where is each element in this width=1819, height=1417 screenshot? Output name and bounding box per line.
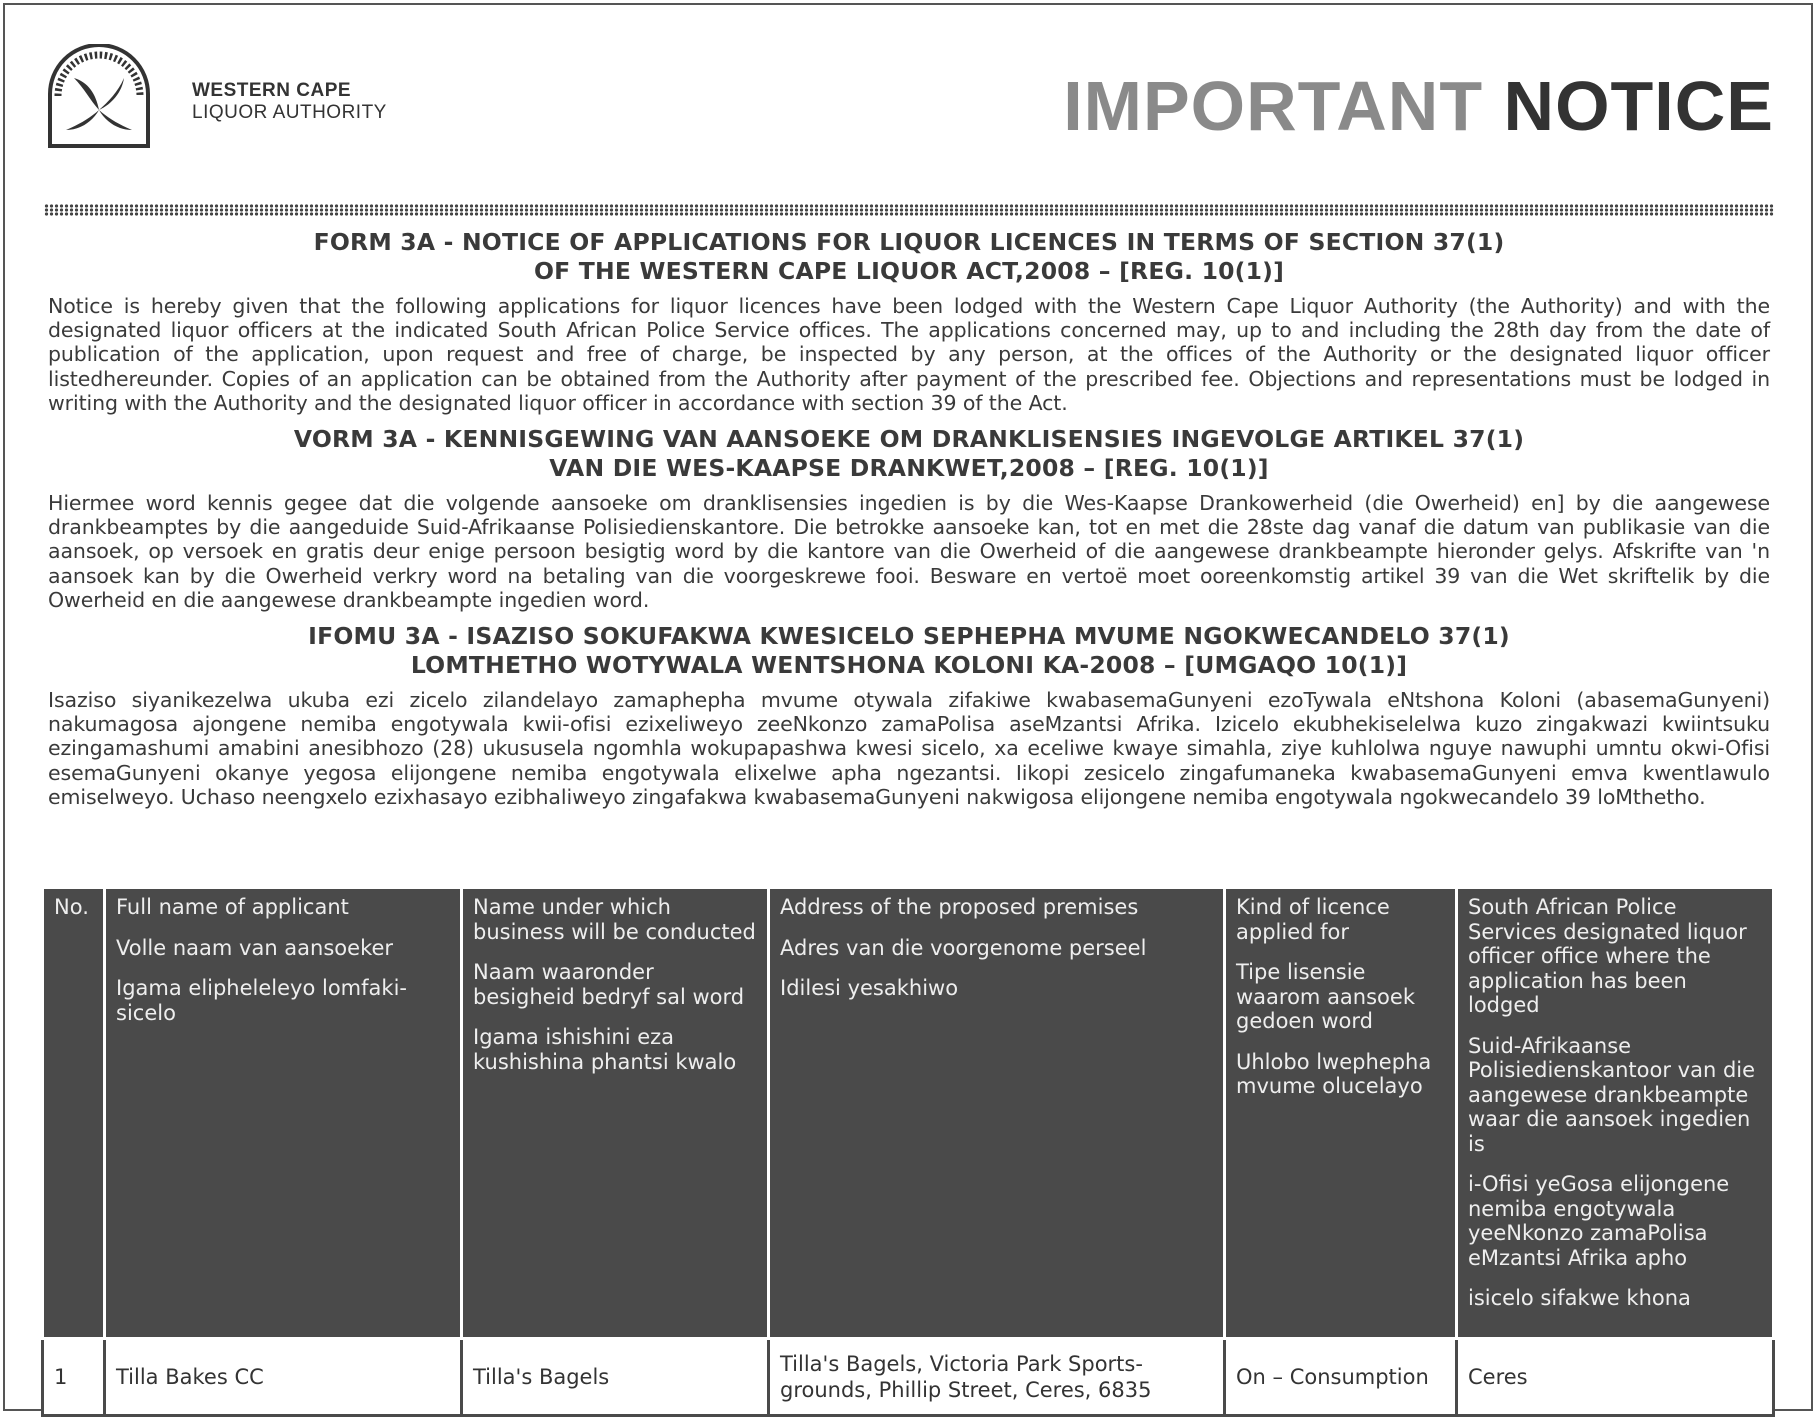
- xhosa-body: Isaziso siyanikezelwa ukuba ezi zicelo zilandelayo zamaphepha mvume otywala zifakiwe kwabasemaGunyeni ezoTywala eNtshona Koloni (abasemaGunyeni) nakumagosa ajongene nemiba engotywala kwii-ofisi ezixeliweyo zeeNkonzo zamaPolisa aseMzantsi Afrika. Izicelo ekubhekiselelwa kuzo zingakwazi kwiintsuku ezingamashumi amabini anesibhozo (28) ukususela ngomhla wokupapashwa kwesi sicelo, xa eceliwe kwaye simahla, ziye kuhlolwa nguye nawuphi umntu okwi-Ofisi esemaGunyeni okanye yegosa elijongene nemiba engotywala elixelwe apha ngezantsi. Iikopi zesicelo zingafumaneka kwabasemaGunyeni emva kwentlawulo emiselweyo. Uchaso neengxelo ezixhasayo ezibhaliweyo zingafakwa kwabasemaGunyeni nakwigosa elijongene nemiba engotywala ngokwecandelo 39 loMthetho.: [48, 688, 1770, 809]
- organisation-name: [192, 80, 387, 124]
- english-title-line-2: OF THE WESTERN CAPE LIQUOR ACT,2008 – [REG. 10(1)]: [533, 257, 1285, 285]
- cell-licence-kind: On – Consumption: [1225, 1338, 1457, 1415]
- table-row: [43, 1338, 1774, 1415]
- cell-no: 1: [43, 1338, 105, 1415]
- headline-important: IMPORTANT: [1063, 67, 1484, 145]
- cell-applicant-name: Tilla Bakes CC: [105, 1338, 462, 1415]
- dotted-divider: [44, 204, 1774, 216]
- org-line-2: LIQUOR AUTHORITY: [192, 102, 387, 123]
- english-body: Notice is hereby given that the following applications for liquor licences have been lodged with the Western Cape Liquor Authority (the Authority) and with the designated liquor officers at the indicated South African Police Service offices. The applications concerned may, up to and including the 28th day from the date of publication of the application, upon request and free of charge, be inspected by any person, at the offices of the Authority or the designated liquor officer listedhereunder. Copies of an application can be obtained from the Authority after payment of the prescribed fee. Objections and representations must be lodged in writing with the Authority and the designated liquor officer in accordance with section 39 of the Act.: [48, 294, 1770, 415]
- english-section: [48, 228, 1770, 415]
- cell-saps-office: Ceres: [1457, 1338, 1774, 1415]
- xhosa-section: [48, 622, 1770, 809]
- afrikaans-title-line-1: VORM 3A - KENNISGEWING VAN AANSOEKE OM DRANKLISENSIES INGEVOLGE ARTIKEL 37(1): [293, 425, 1525, 454]
- afrikaans-body: Hiermee word kennis gegee dat die volgende aansoeke om dranklisensies ingedien is by die Wes-Kaapse Drankowerheid (die Owerheid) en] by die aangewese drankbeamptes by die aangeduide Suid-Afrikaanse Polisiedienskantore. Die betrokke aansoeke kan, tot en met die 28ste dag vanaf die datum van publikasie van die aansoek, op versoek en gratis deur enige persoon besigtig word by die kantore van die Owerheid of die aangewese drankbeampte hieronder gelys. Afskrifte van 'n aansoek kan by die Owerheid verkry word na betaling van die voorgeskrewe fooi. Besware en vertoë moet ooreenkomstig artikel 39 van die Wet skriftelik by die Owerheid en die aangewese drankbeampte ingedien word.: [48, 491, 1770, 612]
- english-title-line-1: FORM 3A - NOTICE OF APPLICATIONS FOR LIQUOR LICENCES IN TERMS OF SECTION 37(1): [313, 228, 1505, 256]
- org-line-1: WESTERN CAPE: [192, 80, 352, 101]
- afrikaans-title-line-2: VAN DIE WES-KAAPSE DRANKWET,2008 – [REG. 10(1)]: [549, 454, 1269, 483]
- header-no: No.: [43, 888, 105, 1339]
- header-saps-office: South African Police Services designated liquor officer office where the application has been lodged Suid-Afrikaanse Polisiedienskantoor van die aangewese drankbeampte waar die aansoek ingedien is i-Ofisi yeGosa elijongene nemiba engotywala yeeNkonzo zamaPolisa eMzantsi Afrika apho isicelo sifakwe khona: [1457, 888, 1774, 1339]
- applications-table: [41, 886, 1775, 1417]
- important-notice-headline: [1063, 66, 1774, 146]
- header-business-name: Name under which business will be conducted Naam waaronder besigheid bedryf sal word Igama ishishini eza kushishina phantsi kwalo: [462, 888, 769, 1339]
- notice-content: [48, 228, 1770, 819]
- afrikaans-section: [48, 425, 1770, 612]
- xhosa-title-line-2: LOMTHETHO WOTYWALA WENTSHONA KOLONI KA-2008 – [UMGAQO 10(1)]: [410, 651, 1408, 680]
- liquor-authority-logo-icon: [44, 44, 154, 159]
- table-header-row: [43, 888, 1774, 1339]
- header-premises-address: Address of the proposed premises Adres van die voorgenome perseel Idilesi yesakhiwo: [769, 888, 1225, 1339]
- cell-premises-address: Tilla's Bagels, Victoria Park Sports-grounds, Phillip Street, Ceres, 6835: [769, 1338, 1225, 1415]
- xhosa-title-line-1: IFOMU 3A - ISAZISO SOKUFAKWA KWESICELO SEPHEPHA MVUME NGOKWECANDELO 37(1): [308, 622, 1510, 651]
- headline-notice: NOTICE: [1503, 67, 1774, 145]
- cell-business-name: Tilla's Bagels: [462, 1338, 769, 1415]
- header-applicant-name: Full name of applicant Volle naam van aansoeker Igama elipheleleyo lomfaki-sicelo: [105, 888, 462, 1339]
- header-licence-kind: Kind of licence applied for Tipe lisensie waarom aansoek gedoen word Uhlobo lwephepha mvume olucelayo: [1225, 888, 1457, 1339]
